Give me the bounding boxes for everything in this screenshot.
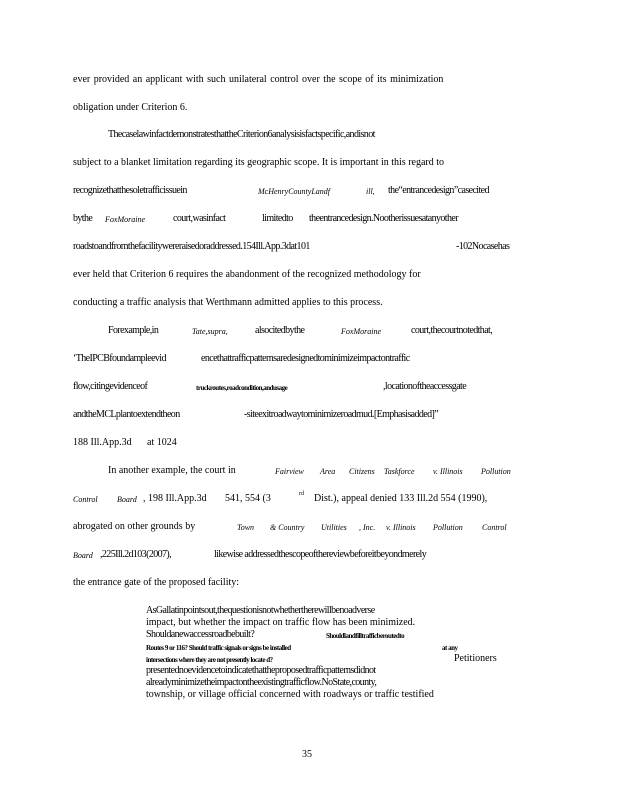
body-line: -siteexitroadwaytominimizeroadmud.[Emphasisadded]”: [244, 409, 439, 420]
case-name-italic: Control: [73, 495, 98, 504]
body-line: flow,citingevidenceof: [73, 381, 148, 392]
body-line: at 1024: [147, 437, 177, 448]
quote-emphasis-bold: at any: [442, 644, 458, 652]
body-line: bythe: [73, 213, 93, 224]
case-name-italic: Utilities: [321, 523, 347, 532]
body-line: encethattrafficpatternsaredesignedtominimizeimpactontraffic: [201, 353, 410, 364]
body-line: recognizethatthesoletrafficissuein: [73, 185, 187, 196]
case-name-italic: Control: [482, 523, 507, 532]
quote-line: township, or village official concerned with roadways or traffic testified: [146, 689, 434, 700]
body-line: , 198 Ill.App.3d: [143, 493, 207, 504]
body-line: ,225Ill.2d103(2007),: [100, 549, 172, 560]
case-name-italic: , Inc.: [359, 523, 376, 532]
case-name-italic: Taskforce: [384, 467, 415, 476]
case-name-italic: Board: [117, 495, 137, 504]
case-name-italic: & Country: [270, 523, 305, 532]
case-name-italic: McHenryCountyLandf: [258, 187, 330, 196]
body-line: ever held that Criterion 6 requires the abandonment of the recognized methodology for: [73, 269, 421, 280]
body-line: 188 Ill.App.3d: [73, 437, 132, 448]
body-line: court,thecourtnotedthat,: [411, 325, 493, 336]
case-name-italic: Citizens: [349, 467, 375, 476]
body-line: subject to a blanket limitation regarding its geographic scope. It is important in this regard to: [73, 157, 445, 168]
body-line: the entrance gate of the proposed facility:: [73, 577, 240, 588]
quote-emphasis-bold: Shouldlandfilltrafficberoutedto: [326, 632, 405, 640]
case-name-italic: v. Illinois: [433, 467, 463, 476]
case-name-italic: Pollution: [433, 523, 463, 532]
body-line: ever provided an applicant with such unilateral control over the scope of its minimization: [73, 74, 444, 85]
body-line: Forexample,in: [108, 325, 159, 336]
body-line: obligation under Criterion 6.: [73, 102, 188, 113]
case-name-italic: ill,: [366, 187, 375, 196]
case-name-italic: Board: [73, 551, 93, 560]
case-name-italic: Town: [237, 523, 255, 532]
quote-emphasis-bold: Routes 9 or 116? Should traffic signals or signs be installed: [146, 644, 291, 652]
body-line: conducting a traffic analysis that Werthmann admitted applies to this process.: [73, 297, 383, 308]
body-line: roadstoandfromthefacilitywereraisedoraddressed.154Ill.App.3dat101: [73, 241, 310, 252]
body-line: Dist.), appeal denied 133 Ill.2d 554 (1990),: [314, 493, 488, 504]
case-name-italic: Fairview: [275, 467, 304, 476]
body-line: 541, 554 (3: [225, 493, 271, 504]
quote-line: impact, but whether the impact on traffic flow has been minimized.: [146, 617, 416, 628]
quote-line: AsGallatinpointsout,thequestionisnotwhethertherewillbenoadverse: [146, 605, 375, 616]
body-line: court,wasinfact: [173, 213, 226, 224]
quote-emphasis-bold: intersections where they are not presently locate d?: [146, 656, 273, 664]
body-line: In another example, the court in: [108, 465, 236, 476]
body-line: alsocitedbythe: [255, 325, 305, 336]
page-number: 35: [302, 749, 312, 760]
case-name-italic: Pollution: [481, 467, 511, 476]
body-line: the“entrancedesign”casecited: [388, 185, 489, 196]
quote-line: Shouldanewaccessroadbebuilt?: [146, 629, 255, 640]
quote-line: presentednoevidencetoindicatethattheproposedtrafficpatternsdidnot: [146, 665, 376, 676]
ordinal-superscript: rd: [299, 491, 304, 497]
body-line: abrogated on other grounds by: [73, 521, 196, 532]
quote-line: alreadyminimizetheimpactontheexistingtrafficflow.NoState,county,: [146, 677, 377, 688]
emphasis-bold: truckroutes,roadcondition,andusage: [196, 384, 288, 392]
body-line: theentrancedesign.Nootherissuesatanyother: [309, 213, 458, 224]
body-line: andtheMCLplantoextendtheon: [73, 409, 180, 420]
body-line: ‘TheIPCBfoundampleevid: [73, 353, 166, 364]
case-name-italic: FoxMoraine: [105, 215, 145, 224]
body-line: likewise addressedthescopeofthereviewbeforeitbeyondmerely: [214, 549, 427, 560]
case-name-italic: Area: [320, 467, 336, 476]
body-line: -102Nocasehas: [456, 241, 510, 252]
body-line: limitedto: [262, 213, 293, 224]
body-line: ,locationoftheaccessgate: [383, 381, 467, 392]
case-name-italic: v. Illinois: [386, 523, 416, 532]
case-name-italic: FoxMoraine: [341, 327, 381, 336]
case-name-italic: Tate,supra,: [192, 327, 228, 336]
body-line: ThecaselawinfactdemonstratesthattheCriterion6analysisisfactspecific,andisnot: [108, 129, 375, 140]
quote-line: Petitioners: [454, 653, 497, 664]
